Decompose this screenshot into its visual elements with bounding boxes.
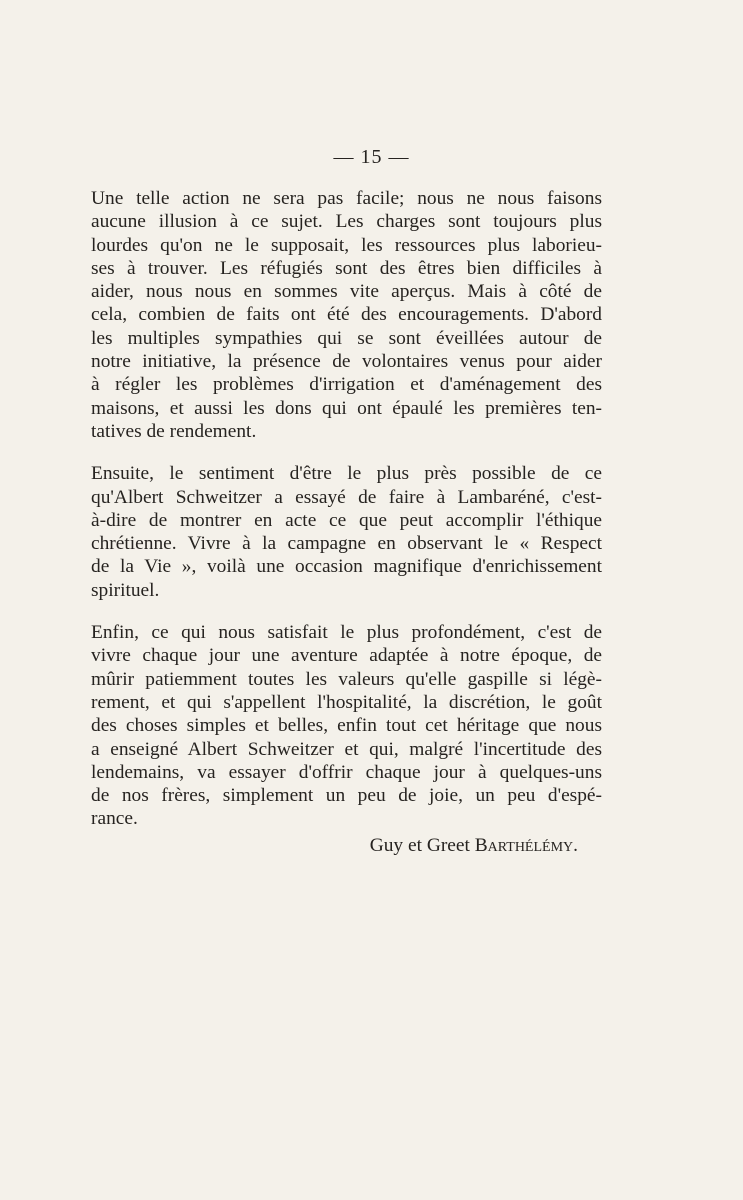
text-line: Ensuite, le sentiment d'être le plus près possible de ce <box>91 463 602 485</box>
text-line: Une telle action ne sera pas facile; nous ne nous faisons <box>91 188 602 209</box>
paragraph-1 <box>91 187 602 443</box>
text-line: vivre chaque jour une aventure adaptée à notre époque, de <box>91 645 602 667</box>
page-number: — 15 — <box>333 146 410 168</box>
text-line: lendemains, va essayer d'offrir chaque jour à quelques-uns <box>91 761 602 783</box>
body-text <box>91 187 602 850</box>
paragraph-2 <box>91 462 602 602</box>
text-line: aider, nous nous en sommes vite aperçus. Mais à côté de <box>91 281 602 303</box>
text-line: ses à trouver. Les réfugiés sont des êtres bien difficiles à <box>91 257 602 279</box>
text-line: maisons, et aussi les dons qui ont épaulé les premières ten- <box>91 397 602 419</box>
paragraph-3 <box>91 621 602 831</box>
text-line: qu'Albert Schweitzer a essayé de faire à Lambaréné, c'est- <box>91 486 602 508</box>
signature-prefix: Guy et Greet <box>369 835 475 856</box>
signature <box>0 835 578 857</box>
text-line: tatives de rendement. <box>91 420 257 442</box>
text-line: cela, combien de faits ont été des encouragements. D'abord <box>91 304 602 326</box>
text-line: notre initiative, la présence de volontaires venus pour aider <box>91 351 602 373</box>
text-line: de la Vie », voilà une occasion magnifique d'enrichissement <box>91 556 602 578</box>
text-line: à-dire de montrer en acte ce que peut accomplir l'éthique <box>91 509 602 531</box>
text-line: rement, et qui s'appellent l'hospitalité, la discrétion, le goût <box>91 691 602 713</box>
text-line: rance. <box>91 808 138 830</box>
signature-surname: Barthélémy. <box>474 835 578 856</box>
text-line: les multiples sympathies qui se sont éveillées autour de <box>91 327 602 349</box>
text-line: Enfin, ce qui nous satisfait le plus profondément, c'est de <box>91 622 602 644</box>
text-line: de nos frères, simplement un peu de joie, un peu d'espé- <box>91 785 602 807</box>
text-line: à régler les problèmes d'irrigation et d'aménagement des <box>91 374 602 396</box>
text-line: des choses simples et belles, enfin tout cet héritage que nous <box>91 715 602 737</box>
text-line: lourdes qu'on ne le supposait, les ressources plus laborieu- <box>91 234 602 256</box>
text-line: spirituel. <box>91 579 160 601</box>
text-line: aucune illusion à ce sujet. Les charges sont toujours plus <box>91 211 602 233</box>
text-line: chrétienne. Vivre à la campagne en observant le « Respect <box>91 533 602 555</box>
text-line: mûrir patiemment toutes les valeurs qu'elle gaspille si légè- <box>91 668 602 690</box>
text-line: a enseigné Albert Schweitzer et qui, malgré l'incertitude des <box>91 738 602 760</box>
